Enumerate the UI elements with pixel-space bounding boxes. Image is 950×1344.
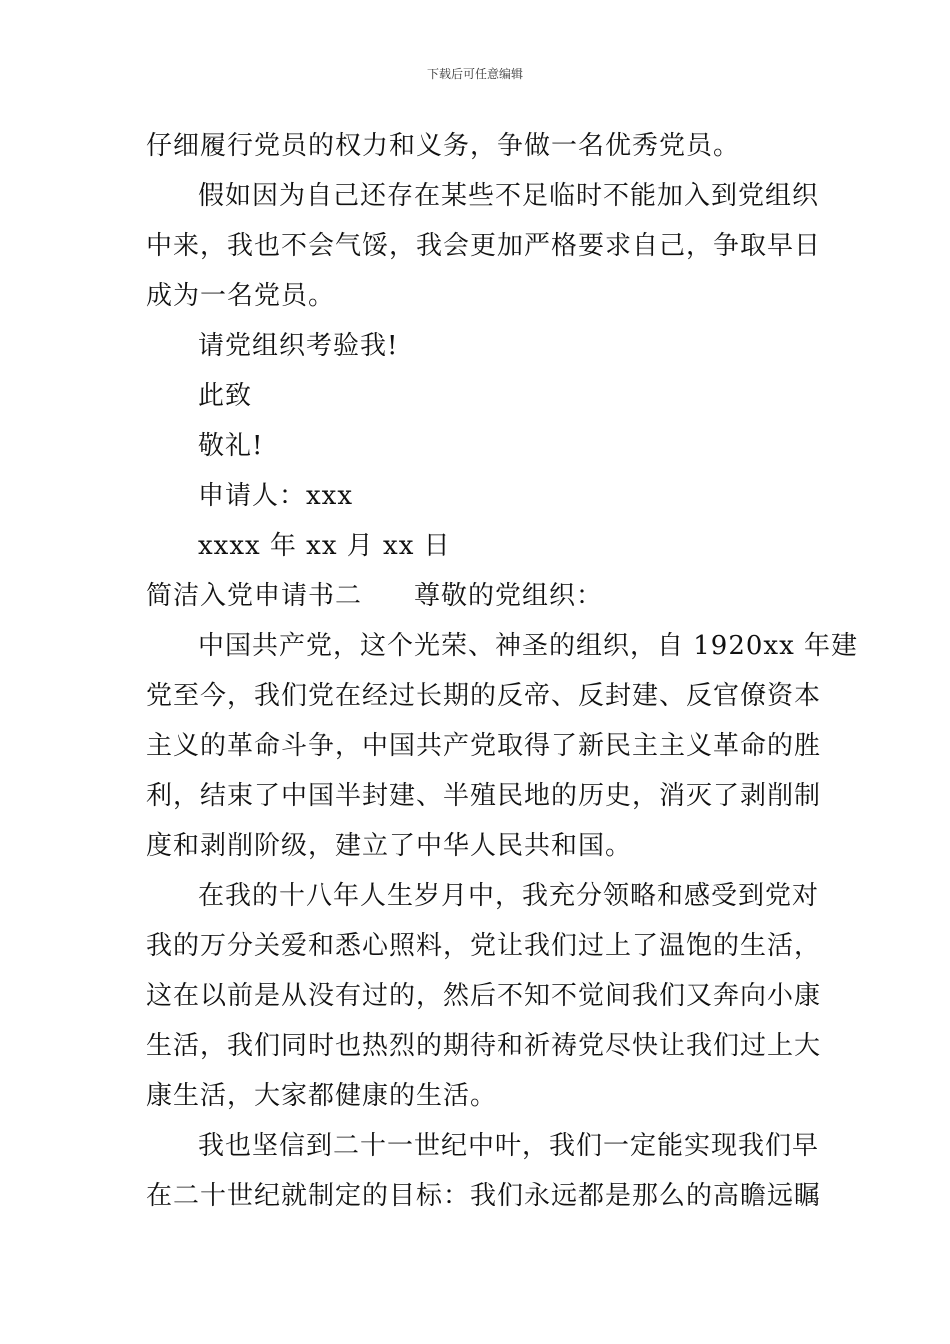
section-heading [146, 571, 810, 621]
application-date: xxxx 年 xx 月 xx 日 [198, 531, 451, 561]
para2-line-2: 党至今，我们党在经过长期的反帝、反封建、反官僚资本 [146, 681, 822, 711]
para2-line-3: 主义的革命斗争，中国共产党取得了新民主主义革命的胜 [146, 731, 822, 761]
closing-cizhi: 此致 [198, 381, 253, 411]
applicant-signature: 申请人：xxx [198, 481, 353, 511]
para4-line-1: 我也坚信到二十一世纪中叶，我们一定能实现我们早 [198, 1131, 820, 1161]
para2-line-4: 利，结束了中国半封建、半殖民地的历史，消灭了剥削制 [146, 781, 822, 811]
para3-line-1: 在我的十八年人生岁月中，我充分领略和感受到党对 [198, 881, 820, 911]
body-line-1: 仔细履行党员的权力和义务，争做一名优秀党员。 [146, 131, 741, 161]
body-line-4: 成为一名党员。 [146, 281, 336, 311]
page-header: 下载后可任意编辑 [426, 67, 523, 81]
para3-line-2: 我的万分关爱和悉心照料，党让我们过上了温饱的生活， [146, 931, 822, 961]
body-line-2: 假如因为自己还存在某些不足临时不能加入到党组织 [198, 181, 820, 211]
para3-line-3: 这在以前是从没有过的，然后不知不觉间我们又奔向小康 [146, 981, 822, 1011]
para4-line-2: 在二十世纪就制定的目标：我们永远都是那么的高瞻远瞩 [146, 1181, 822, 1211]
closing-jingli: 敬礼! [198, 431, 264, 461]
para2-line-5: 度和剥削阶级，建立了中华人民共和国。 [146, 831, 633, 861]
para3-line-5: 康生活，大家都健康的生活。 [146, 1081, 498, 1111]
body-line-3: 中来，我也不会气馁，我会更加严格要求自己，争取早日 [146, 231, 822, 261]
section-title: 简洁入党申请书二 [146, 581, 363, 611]
closing-request: 请党组织考验我! [198, 331, 399, 361]
para3-line-4: 生活，我们同时也热烈的期待和祈祷党尽快让我们过上大 [146, 1031, 822, 1061]
para2-line-1: 中国共产党，这个光荣、神圣的组织，自 1920xx 年建 [198, 631, 859, 661]
document-body [146, 121, 859, 1221]
salutation: 尊敬的党组织： [414, 581, 604, 611]
